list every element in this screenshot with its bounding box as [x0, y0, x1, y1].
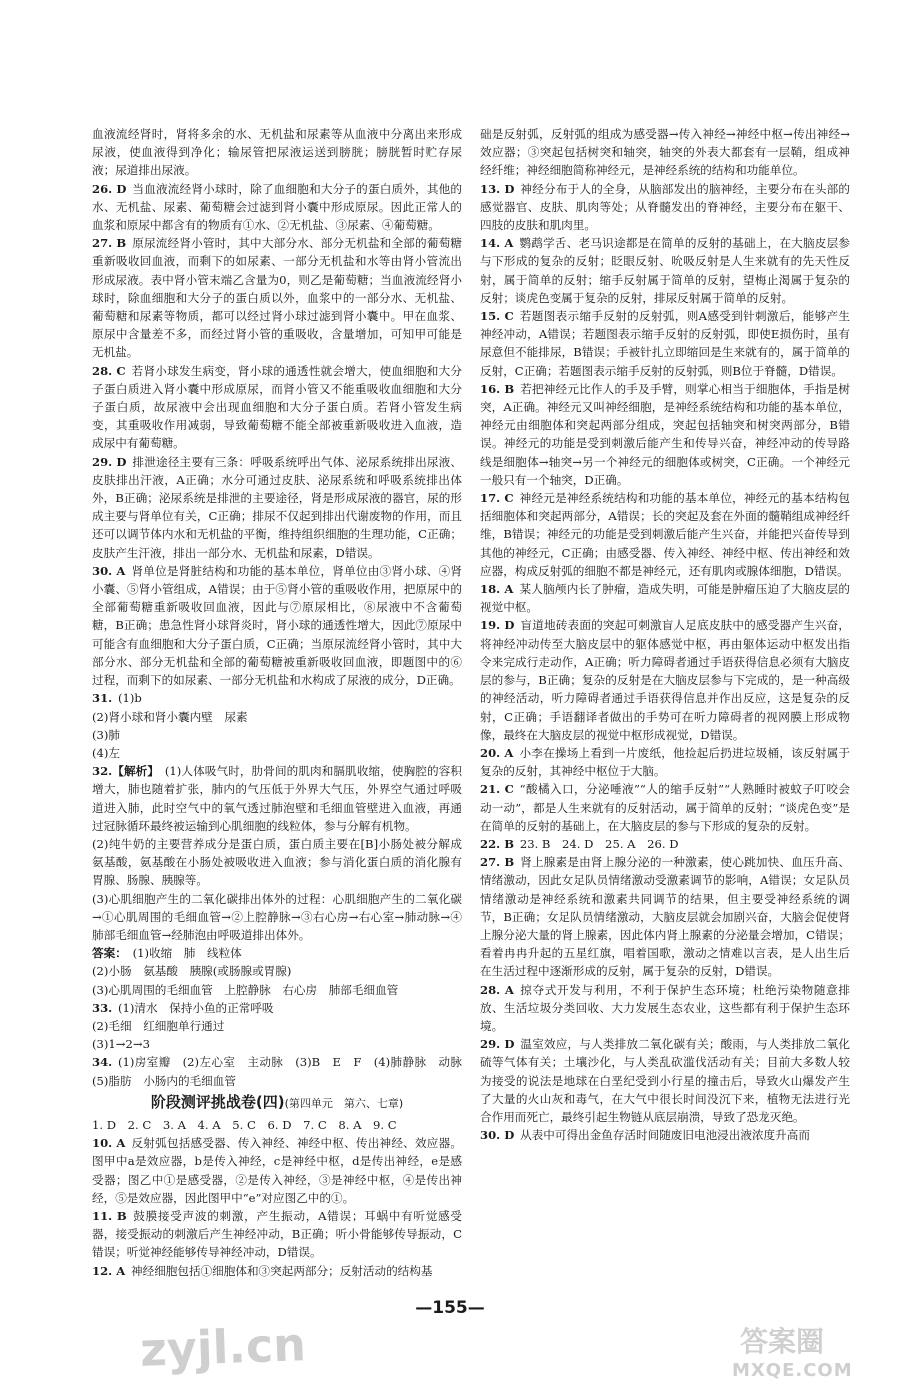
answer-item	[92, 744, 462, 762]
answer-item	[92, 125, 462, 180]
item-text: 掠夺式开发与利用，不利于保护生态环境；杜绝污染物随意排放、生活垃圾分类回收、大力发展生态农业，这些都有利于保护生态环境。	[480, 982, 850, 1033]
answer-item	[480, 835, 850, 853]
answer-item	[480, 489, 850, 580]
item-number: 20. A	[480, 745, 514, 760]
item-text: (1)收缩 肺 线粒体	[132, 946, 242, 961]
item-text: (1)人体吸气时，肋骨间的肌肉和膈肌收缩，使胸腔的容积增大，肺也随着扩张，肺内的气压低于外界大气压，外界空气通过呼吸道进入肺，此时空气中的氧气透过肺泡壁和毛细血管壁进入血液，再通过冠脉循环最终被运输到心肌细胞的线粒体，参与分解有机物。	[92, 764, 462, 833]
item-text: 肾单位是肾脏结构和功能的基本单位，肾单位由③肾小球、④肾小囊、⑤肾小管组成，A错误；由于⑤肾小管的重吸收作用，把原尿中的全部葡萄糖重新吸收回血液，因此与⑦原尿相比，⑧尿液中不含葡萄糖，B正确；患急性肾小球肾炎时，肾小球的通透性增大，因此⑦原尿中可能含有血细胞和大分子蛋白质，C正确；当原尿流经肾小管时，其中大部分水、部分无机盐和全部的葡萄糖被重新吸收回血液，即题图中的⑥过程，而剩下的如尿素、一部分无机盐和水构成了尿液的成分，D正确。	[92, 563, 462, 688]
item-number: 17. C	[480, 491, 514, 506]
item-text: 神经细胞包括①细胞体和③突起两部分；反射活动的结构基	[131, 1263, 433, 1278]
item-text: “酸橘入口，分泌唾液”“人的缩手反射”“人熟睡时被蚊子叮咬会动一动”，都是人生来就有的反射活动，属于简单的反射；“谈虎色变”是在简单的反射的基础上，在大脑皮层的参与下形成的复杂的反射。	[480, 782, 851, 833]
item-number: 33.	[92, 1000, 113, 1015]
item-text: (3)肺	[92, 727, 121, 742]
answer-item	[480, 380, 850, 489]
item-number: 32.【解析】	[92, 764, 160, 779]
item-text: 神经分布于人的全身，从脑部发出的脑神经，主要分布在头部的感觉器官、皮肤、肌肉等处；从脊髓发出的脊神经，主要分布在躯干、四肢的皮肤和肌肉里。	[480, 181, 850, 233]
item-text: 某人脑颅内长了肿瘤，造成失明，可能是肿瘤压迫了大脑皮层的视觉中枢。	[480, 582, 850, 615]
left-column	[92, 125, 474, 1280]
item-text: (1)清水 保持小鱼的正常呼吸	[117, 1000, 274, 1015]
item-number: 29. D	[92, 454, 127, 469]
answer-item	[480, 744, 850, 780]
item-number: 27. B	[92, 236, 127, 251]
answer-item	[92, 1035, 462, 1053]
answer-item	[92, 981, 462, 999]
item-text: 若肾小球发生病变，肾小球的通透性就会增大，使血细胞和大分子蛋白质进入肾小囊中形成原尿，而肾小管又不能重吸收血细胞和大分子蛋白质，故尿液中会出现血细胞和大分子蛋白质。若肾小管发生病变，其重吸收作用减弱，导致葡萄糖不能全部被重新吸收进入血液，造成尿中有葡萄糖。	[92, 363, 462, 451]
item-number: 34.	[92, 1055, 113, 1070]
answer-item	[480, 125, 850, 180]
item-text: 若把神经元比作人的手及手臂，则掌心相当于细胞体，手指是树突，A正确。神经元又叫神经细胞，是神经系统结构和功能的基本单位，神经元由细胞体和突起两部分组成，突起包括轴突和树突两部分，B错误。神经元的功能是受到刺激后能产生和传导兴奋，神经冲动的传导路线是细胞体→轴突→另一个神经元的细胞体或树突，C正确。一个神经元一般只有一个轴突，D正确。	[480, 381, 850, 487]
item-number: 31.	[92, 691, 113, 706]
answer-item	[92, 1017, 462, 1035]
answers-line: 1. D 2. C 3. A 4. A 5. C 6. D 7. C 8. A 9. C	[92, 1117, 397, 1132]
answer-item	[92, 562, 462, 689]
answer-item	[92, 362, 462, 453]
item-text: (1)b	[117, 691, 142, 706]
item-number: 12. A	[92, 1263, 126, 1278]
answer-item	[480, 1035, 850, 1126]
item-text: 温室效应，与人类排放二氧化碳有关；酸雨，与人类排放二氧化硫等气体有关；土壤沙化，与人类乱砍滥伐活动有关；目前大多数人较为接受的说法是地球在白垩纪受到小行星的撞击后，导致火山爆发产生了大量的火山灰和毒气，在大气中很长时间没沉下来，植物无法进行光合作用而死亡，最终引起生物链从底层崩溃，导致了恐龙灭绝。	[480, 1037, 850, 1124]
answer-item	[92, 726, 462, 744]
answer-item	[92, 689, 462, 707]
left-items-continued	[92, 1134, 462, 1280]
answer-item	[92, 944, 462, 962]
item-number: 18. A	[480, 582, 514, 597]
item-number: 30. D	[480, 1128, 515, 1143]
answer-item	[480, 981, 850, 1036]
right-column	[480, 125, 850, 1144]
answer-item	[92, 999, 462, 1017]
watermark-left: zyjl.cn	[139, 1317, 307, 1377]
item-text: (2)小肠 氨基酸 胰腺(或肠腺或胃腺)	[92, 964, 292, 979]
section-title: 阶段测评挑战卷(四)	[150, 1092, 285, 1111]
item-text: 血液流经肾时，肾将多余的水、无机盐和尿素等从血液中分离出来形成尿液，使血液得到净化；输尿管把尿液运送到膀胱；膀胱暂时贮存尿液；尿道排出尿液。	[92, 127, 462, 178]
item-text: 神经元是神经系统结构和功能的基本单位，神经元的基本结构包括细胞体和突起两部分，A错误；长的突起及套在外面的髓鞘组成神经纤维，B错误；神经元的功能是受到刺激后能产生兴奋，并能把兴奋传导到其他的神经元，C正确；由感受器、传入神经、神经中枢、传出神经和效应器，构成反射弧的细胞不都是神经元，还有肌肉或腺体细胞，D错误。	[480, 491, 850, 578]
watermark-right-url: MXQE.COM	[732, 1360, 853, 1381]
answer-item	[480, 780, 850, 835]
answer-item	[92, 835, 462, 890]
item-text: 若题图表示缩手反射的反射弧，则A感受到针刺激后，能够产生神经冲动，A错误；若题图表示缩手反射的反射弧，即使E损伤时，虽有尿意但不能排尿，B错误；手被针扎立即缩回是生来就有的，属于简单的反射，C正确；若题图表示缩手反射的反射弧，则B位于脊髓，D错误。	[480, 309, 851, 378]
item-text: (2)毛细 红细胞单行通过	[92, 1018, 225, 1033]
answer-item	[92, 762, 462, 835]
item-number: 15. C	[480, 309, 514, 324]
item-text: 盲道地砖表面的突起可刺激盲人足底皮肤中的感受器产生兴奋，将神经冲动传至大脑皮层中的躯体感觉中枢，再由躯体运动中枢发出指令来完成行走动作，A正确；听力障碍者通过手语获得信息必须有大脑皮层的参与，B正确；复杂的反射是在大脑皮层参与下完成的，是一种高级的神经活动，听力障碍者通过手语获得信息并作出反应，这是复杂的反射，C正确；手语翻译者做出的手势可在听力障碍者的视网膜上形成物像，最终在大脑皮层的视觉中枢形成视觉，D错误。	[480, 618, 850, 742]
answer-item	[480, 580, 850, 616]
item-text: (3)心肌周围的毛细血管 上腔静脉 右心房 肺部毛细血管	[92, 982, 399, 997]
answer-item	[92, 708, 462, 726]
item-number: 答案：	[92, 946, 127, 961]
item-text: 原尿流经肾小管时，其中大部分水、部分无机盐和全部的葡萄糖重新吸收回血液，而剩下的如尿素、一部分无机盐和水等由肾小管流出形成尿液。表中肾小管末端乙含量为0，则乙是葡萄糖；当血液流经肾小球时，除血细胞和大分子的蛋白质以外，血浆中的一部分水、无机盐、葡萄糖和尿素等物质，都可以经过肾小球过滤到肾小囊中。甲在血浆、原尿中含量差不多，而经过肾小管的重吸收，含量增加，可知甲可能是无机盐。	[92, 236, 462, 360]
answer-item	[92, 1134, 462, 1207]
answer-item	[92, 453, 462, 562]
item-number: 29. D	[480, 1037, 515, 1052]
item-number: 10. A	[92, 1136, 126, 1151]
item-number: 28. C	[92, 363, 126, 378]
answer-item	[480, 616, 850, 743]
item-text: (3)1→2→3	[92, 1037, 150, 1052]
answer-item	[92, 1207, 462, 1262]
item-text: 础是反射弧，反射弧的组成为感受器→传入神经→神经中枢→传出神经→效应器；③突起包括树突和轴突，轴突的外表大都套有一层鞘，组成神经纤维；神经细胞简称神经元，是神经系统的结构和功能单位。	[480, 127, 850, 178]
answer-item	[480, 180, 850, 235]
item-text: 小李在操场上看到一片废纸，他捡起后扔进垃圾桶，该反射属于复杂的反射，其神经中枢位于大脑。	[480, 745, 850, 779]
section-subtitle: (第四单元 第六、七章)	[284, 1096, 404, 1110]
item-text: 肾上腺素是由肾上腺分泌的一种激素，使心跳加快、血压升高、情绪激动，因此女足队员情绪激动受激素调节的影响，A错误；女足队员情绪激动是神经系统和激素共同调节的结果，但主要受神经系统的调节，B正确；女足队员情绪激动，大脑皮层就会加剧兴奋，大脑会促使肾上腺分泌大量的肾上腺素，因此体内肾上腺素的分泌量会增加，C错误；看着冉冉升起的五星红旗，唱着国歌，激动之情难以言表，是人出生后在生活过程中逐渐形成的反射，属于复杂的反射，D错误。	[480, 855, 850, 979]
item-text: 当血液流经肾小球时，除了血细胞和大分子的蛋白质外，其他的水、无机盐、尿素、葡萄糖会过滤到肾小囊中形成原尿。因此正常人的血浆和原尿中都含有的物质有①水、②无机盐、③尿素、④葡萄糖。	[92, 181, 462, 233]
item-number: 19. D	[480, 618, 515, 633]
item-text: 鹦鹉学舌、老马识途都是在简单的反射的基础上，在大脑皮层参与下形成的复杂的反射；眨眼反射、吮吸反射是人生来就有的先天性反射，属于简单的反射；缩手反射属于简单的反射，望梅止渴属于复杂的反射；谈虎色变属于复杂的反射，排尿反射属于简单的反射。	[480, 236, 850, 305]
answer-item	[92, 234, 462, 361]
answer-item	[480, 1126, 850, 1144]
item-text: 从表中可得出金鱼存活时间随废旧电池浸出液浓度升高而	[520, 1128, 810, 1143]
answer-item	[480, 853, 850, 980]
item-number: 22. B	[480, 836, 515, 851]
answer-item	[92, 1053, 474, 1089]
item-text: (1)房室瓣 (2)左心室 主动脉 (3)B E F (4)肺静脉 动脉 (5)脂肪 小肠内的毛细血管	[92, 1055, 474, 1088]
right-items	[480, 125, 850, 1144]
answer-item	[480, 234, 850, 307]
item-number: 28. A	[480, 982, 514, 997]
item-number: 13. D	[480, 181, 515, 196]
left-items	[92, 125, 474, 1090]
answer-item	[92, 180, 462, 235]
answer-item	[92, 1262, 462, 1280]
item-number: 26. D	[92, 181, 127, 196]
item-text: (3)心肌细胞产生的二氧化碳排出体外的过程：心肌细胞产生的二氧化碳→①心肌周围的毛细血管→②上腔静脉→③右心房→右心室→肺动脉→④肺部毛细血管→经肺泡由呼吸道排出体外。	[92, 891, 462, 942]
item-text: (2)纯牛奶的主要营养成分是蛋白质，蛋白质主要在[B]小肠处被分解成氨基酸，氨基酸在小肠处被吸收进入血液；参与消化蛋白质的消化腺有胃腺、肠腺、胰腺等。	[92, 836, 462, 888]
answer-item	[92, 962, 462, 980]
section-heading	[92, 1093, 462, 1113]
item-number: 14. A	[480, 236, 514, 251]
item-text: 反射弧包括感受器、传入神经、神经中枢、传出神经、效应器。图甲中a是效应器，b是传入神经，c是神经中枢，d是传出神经，e是感受器；图乙中①是感受器，②是传入神经，③是神经中枢，④是传出神经，⑤是效应器，因此图甲中“e”对应图乙中的①。	[92, 1136, 462, 1205]
watermark-right: 答案圈	[740, 1325, 825, 1358]
item-text: 23. B 24. D 25. A 26. D	[519, 836, 679, 851]
item-number: 11. B	[92, 1208, 127, 1223]
item-text: 鼓膜接受声波的刺激，产生振动，A错误；耳蜗中有听觉感受器，接受振动的刺激后产生神经冲动，B正确；听小骨能够传导振动，C错误；听觉神经能够传导神经冲动，D错误。	[92, 1208, 462, 1260]
item-number: 21. C	[480, 782, 514, 797]
item-text: (2)肾小球和肾小囊内壁 尿素	[92, 709, 248, 724]
item-number: 30. A	[92, 563, 126, 578]
page-number: —155—	[415, 1298, 485, 1318]
item-number: 16. B	[480, 381, 515, 396]
answer-item	[92, 890, 462, 945]
answer-item	[480, 307, 850, 380]
item-number: 27. B	[480, 855, 515, 870]
item-text: (4)左	[92, 745, 121, 760]
item-text: 排泄途径主要有三条：呼吸系统呼出气体、泌尿系统排出尿液、皮肤排出汗液，A正确；水分可通过皮肤、泌尿系统和呼吸系统排出体外，B正确；泌尿系统是排泄的主要途径，肾是形成尿液的器官，尿的形成主要与肾单位有关，C正确；排尿不仅起到排出代谢废物的作用，而且还可以调节体内水和无机盐的平衡，维持组织细胞的生理功能，C正确；皮肤产生汗液，排出一部分水、无机盐和尿素，D错误。	[92, 454, 462, 560]
